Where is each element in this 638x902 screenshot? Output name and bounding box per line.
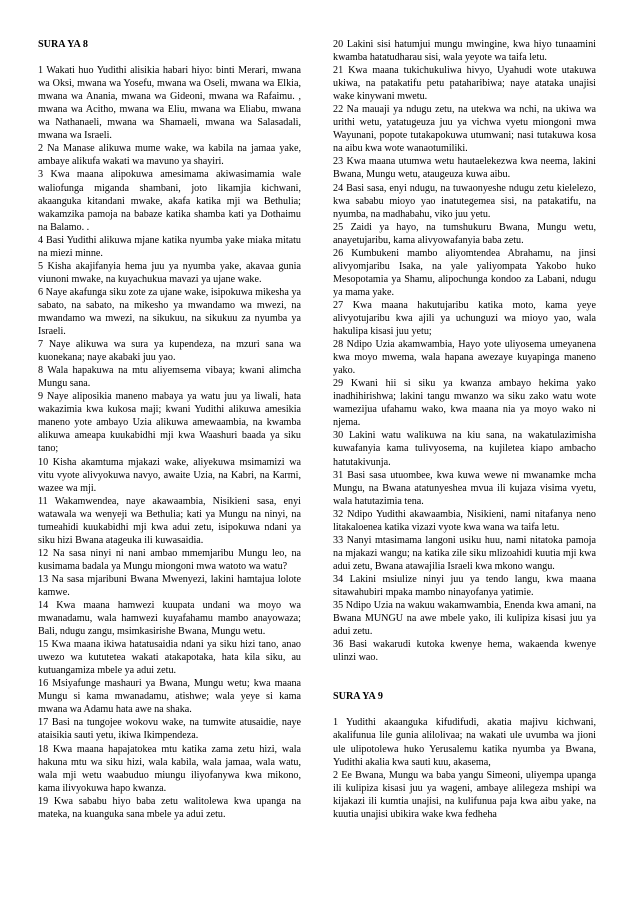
- verse: 7 Naye alikuwa wa sura ya kupendeza, na mzuri sana wa kuonekana; naye akabaki juu yao.: [38, 339, 301, 364]
- verse: 3 Kwa maana alipokuwa amesimama akiwasimamia wale waliofunga miganda shambani, joto likamjia kichwani, akaanguka kitandani mwake, akafa katika mji wa Bethulia; wakamzika pamoja na babaze katika shamba kati ya Dothaimu na Balamo. .: [38, 169, 301, 233]
- left-column: [38, 38, 301, 821]
- verse: 10 Kisha akamtuma mjakazi wake, aliyekuwa msimamizi wa vitu vyote alivyokuwa navyo, awaite Uzia, na Kabri, na Karmi, wazee wa mji.: [38, 456, 301, 494]
- verse: 33 Nanyi mtasimama langoni usiku huu, nami nitatoka pamoja na mjakazi wangu; na katika zile siku mlizoahidi kuutia mji kwa adui zetu, Bwana atawajilia Israeli kwa mkono wangu.: [333, 534, 596, 572]
- verse: 9 Naye aliposikia maneno mabaya ya watu juu ya liwali, hata wakazimia kwa kukosa maji; kwani Yudithi alikuwa amesikia maneno yote ambayo Uzia alikuwa amewaambia, na kwamba alikuwa ameapa kuukabidhi mji kwa Waashuri baada ya siku tano;: [38, 391, 301, 455]
- verse: 32 Ndipo Yudithi akawaambia, Nisikieni, nami nitafanya neno litakaloenea katika vizazi vyote kwa wana wa taifa letu.: [333, 508, 596, 533]
- verse: 23 Kwa maana utumwa wetu hautaelekezwa kwa neema, lakini Bwana, Mungu wetu, ataugeuza kuwa aibu.: [333, 156, 596, 181]
- document-page: [38, 38, 601, 868]
- verse: 13 Na sasa mjaribuni Bwana Mwenyezi, lakini hamtajua lolote kamwe.: [38, 573, 301, 598]
- verse: 8 Wala hapakuwa na mtu aliyemsema vibaya; kwani alimcha Mungu sana.: [38, 365, 301, 390]
- verse: 6 Naye akafunga siku zote za ujane wake, isipokuwa mikesha ya sabato, na sabato, na mikesho ya mwandamo wa mwezi, na mwandamo wa mwezi, na sikukuu, na sikukuu za nyumba ya Israeli.: [38, 286, 301, 338]
- verse: 21 Kwa maana tukichukuliwa hivyo, Uyahudi wote utakuwa ukiwa, na patakatifu petu pataharibiwa; naye atataka unajisi wake kinywani mwetu.: [333, 65, 596, 103]
- right-column: [333, 38, 596, 821]
- verse: 34 Lakini msiulize ninyi juu ya tendo langu, kwa maana sitawahubiri mpaka mambo ninayofanya yatimie.: [333, 573, 596, 598]
- verse: 36 Basi wakarudi kutoka kwenye hema, wakaenda kwenye ulinzi wao.: [333, 639, 596, 664]
- verse: 19 Kwa sababu hiyo baba zetu walitolewa kwa upanga na mateka, na kuanguka sana mbele ya adui zetu.: [38, 795, 301, 820]
- verse: 16 Msiyafunge mashauri ya Bwana, Mungu wetu; kwa maana Mungu si kama mwanadamu, atishwe; wala yeye si kama mwana wa Adamu hata awe na shaka.: [38, 678, 301, 716]
- verse: 15 Kwa maana ikiwa hatatusaidia ndani ya siku hizi tano, anao uwezo wa kututetea wakati atakapotaka, hata kila siku, au kutuangamiza mbele ya adui zetu.: [38, 639, 301, 677]
- verse: 17 Basi na tungojee wokovu wake, na tumwite atusaidie, naye ataisikia sauti yetu, ikiwa Ikimpendeza.: [38, 717, 301, 742]
- verse: 27 Kwa maana hakutujaribu katika moto, kama yeye alivyotujaribu kwa ajili ya uchunguzi wa mioyo yao, wala hakulipa kisasi juu yetu;: [333, 299, 596, 338]
- verse: 22 Na mauaji ya ndugu zetu, na utekwa wa nchi, na ukiwa wa urithi wetu, yatatugeuza juu ya vichwa vyetu miongoni mwa Wayunani, popote tutakapokuwa utumwani; nasi tutakuwa kosa na aibu kwa wote wanaotumiliki.: [333, 104, 596, 155]
- verse: 28 Ndipo Uzia akamwambia, Hayo yote uliyosema umeyanena kwa moyo mwema, wala hapana awezaye kuyapinga maneno yako.: [333, 339, 596, 377]
- verse: 18 Kwa maana hapajatokea mtu katika zama zetu hizi, wala hakuna mtu wa siku hizi, wala kabila, wala jamaa, wala watu, wala mji wetu waabuduo miungu iliyofanywa kwa mikono, kama ilivyokuwa hapo kwanza.: [38, 743, 301, 794]
- chapter-heading-9: SURA YA 9: [333, 691, 383, 703]
- verse: 2 Ee Bwana, Mungu wa baba yangu Simeoni, uliyempa upanga ili kulipiza kisasi juu ya wageni, ambaye alilegeza mshipi wa kijakazi ili kumtia unajisi, na kulifunua paja kwa aibu yake, na kuutia unajisi ubikira wake kwa fedheha: [333, 769, 596, 820]
- verse: 11 Wakamwendea, naye akawaambia, Nisikieni sasa, enyi watawala wa wenyeji wa Bethulia; kati ya Mungu na ninyi, na tumeahidi kuukabidhi mji kwa adui zetu, isipokuwa ndani ya siku hizi Bwana atageuka ili kuwasaidia.: [38, 495, 301, 546]
- chapter-heading-8: SURA YA 8: [38, 39, 88, 50]
- verse: 1 Wakati huo Yudithi alisikia habari hiyo: binti Merari, mwana wa Oksi, mwana wa Yosefu, mwana wa Oseli, mwana wa Elkia, mwana wa Anania, mwana wa Gideoni, mwana wa Rafaimu. , mwana wa Acitho, mwana wa Eliu, mwana wa Eliabu, mwana wa Nathanaeli, mwana wa Shamaeli, mwana wa Salasadali, mwana wa Israeli.: [38, 65, 301, 142]
- verse: 1 Yudithi akaanguka kifudifudi, akatia majivu kichwani, akalifunua lile gunia alilolivaa; na wakati ule uvumba wa jioni ule ulipotolewa huko Yerusalemu katika nyumba ya Bwana, Yudithi akalia kwa sauti kuu, akasema,: [333, 717, 596, 768]
- verse: 29 Kwani hii si siku ya kwanza ambayo hekima yako inadhihirishwa; lakini tangu mwanzo wa siku zako watu wote wamezijua ufahamu wako, kwa maana nia ya moyo wako ni njema.: [333, 378, 596, 429]
- verse: 25 Zaidi ya hayo, na tumshukuru Bwana, Mungu wetu, anayetujaribu, kama alivyowafanyia baba zetu.: [333, 221, 596, 246]
- verse: 5 Kisha akajifanyia hema juu ya nyumba yake, akavaa gunia viunoni mwake, na kuyachukua mavazi ya ujane wake.: [38, 260, 301, 285]
- verse: 4 Basi Yudithi alikuwa mjane katika nyumba yake miaka mitatu na miezi minne.: [38, 234, 301, 259]
- verse: 31 Basi sasa utuombee, kwa kuwa wewe ni mwanamke mcha Mungu, na Bwana atatunyeshea mvua ili kujaza visima vyetu, wala hatutazimia tena.: [333, 469, 596, 507]
- verse: 12 Na sasa ninyi ni nani ambao mmemjaribu Mungu leo, na kusimama badala ya Mungu miongoni mwa watoto wa watu?: [38, 547, 301, 572]
- verse: 24 Basi sasa, enyi ndugu, na tuwaonyeshe ndugu zetu kielelezo, kwa sababu mioyo yao inatutegemea sisi, na patakatifu, na nyumba, na madhabahu, viko juu yetu.: [333, 182, 596, 220]
- verse: 26 Kumbukeni mambo aliyomtendea Abrahamu, na jinsi alivyomjaribu Isaka, na yale yaliyompata Yakobo huko Mesopotamia ya Shamu, alipochunga kondoo za Labani, ndugu ya mama yake.: [333, 247, 596, 298]
- verse: 20 Lakini sisi hatumjui mungu mwingine, kwa hiyo tunaamini kwamba hatatudharau sisi, wala yeyote wa taifa letu.: [333, 39, 596, 64]
- verse: 30 Lakini watu walikuwa na kiu sana, na wakatulazimisha kuwafanyia kama tulivyosema, na kujiletea kiapo ambacho hatutakivunja.: [333, 430, 596, 468]
- verse: 2 Na Manase alikuwa mume wake, wa kabila na jamaa yake, ambaye alikufa wakati wa mavuno ya shayiri.: [38, 143, 301, 168]
- verse: 35 Ndipo Uzia na wakuu wakamwambia, Enenda kwa amani, na Bwana MUNGU na awe mbele yako, ili kulipiza kisasi juu ya adui zetu.: [333, 600, 596, 638]
- verse: 14 Kwa maana hamwezi kuupata undani wa moyo wa mwanadamu, wala hamwezi kuyafahamu mambo anayowaza; Bali, ndugu zangu, msimkasirishe Bwana, Mungu wetu.: [38, 600, 301, 638]
